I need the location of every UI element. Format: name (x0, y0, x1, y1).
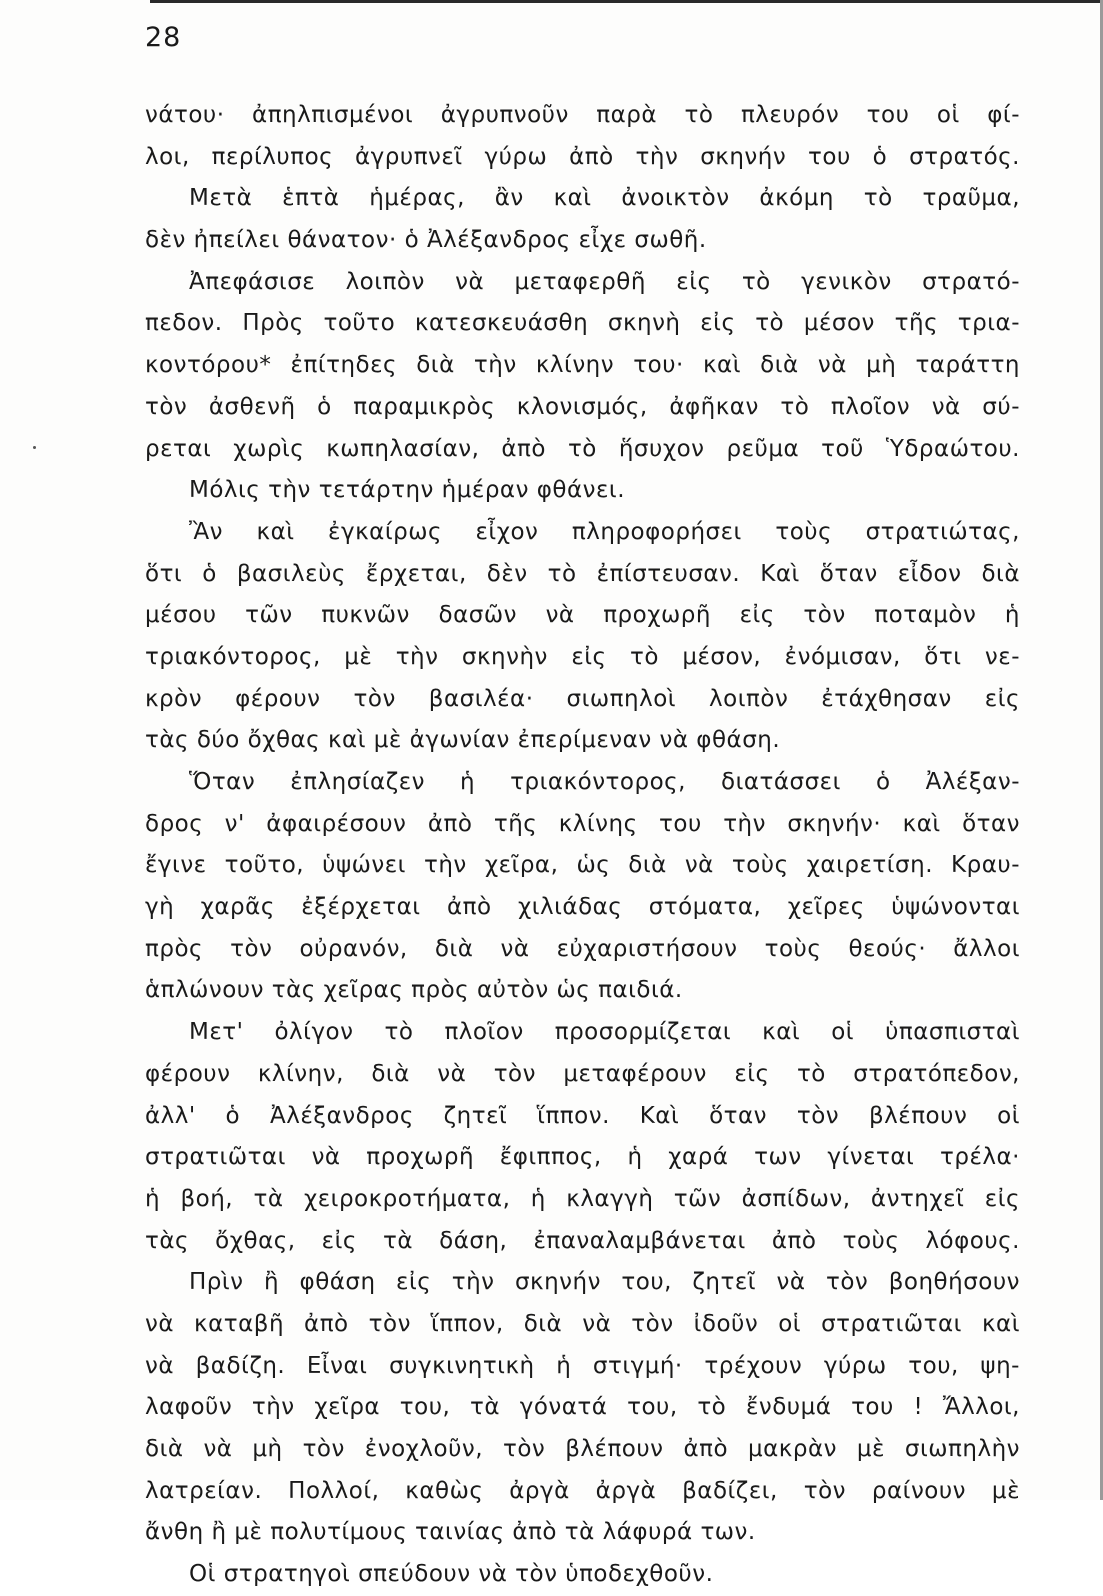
text-line: κρὸν φέρουν τὸν βασιλέα· σιωπηλοὶ λοιπὸν ἐτάχθησαν εἰς (145, 685, 1020, 712)
text-line: δρος ν' ἀφαιρέσουν ἀπὸ τῆς κλίνης του τὴν σκηνήν· καὶ ὅταν (145, 810, 1020, 837)
text-line: Μετ' ὀλίγον τὸ πλοῖον προσορμίζεται καὶ οἱ ὑπασπισταὶ (189, 1019, 1020, 1046)
text-line: λαφοῦν τὴν χεῖρα του, τὰ γόνατά του, τὸ ἔνδυμά του ! Ἄλλοι, (145, 1394, 1020, 1421)
text-line: γὴ χαρᾶς ἐξέρχεται ἀπὸ χιλιάδας στόματα, χεῖρες ὑψώνονται (145, 894, 1020, 921)
text-line: τὸν ἀσθενῆ ὁ παραμικρὸς κλονισμός, ἀφῆκαν τὸ πλοῖον νὰ σύ- (145, 393, 1020, 420)
margin-speck (33, 446, 36, 449)
text-line: λοι, περίλυπος ἀγρυπνεῖ γύρω ἀπὸ τὴν σκηνήν του ὁ στρατός. (145, 143, 1020, 170)
text-line: Μετὰ ἑπτὰ ἡμέρας, ἂν καὶ ἀνοικτὸν ἀκόμη τὸ τραῦμα, (189, 185, 1020, 212)
text-line: ἔγινε τοῦτο, ὑψώνει τὴν χεῖρα, ὡς διὰ νὰ τοὺς χαιρετίση. Κραυ- (145, 852, 1020, 879)
text-line: νάτου· ἀπηλπισμένοι ἀγρυπνοῦν παρὰ τὸ πλευρόν του οἱ φί- (145, 102, 1020, 128)
text-line: διὰ νὰ μὴ τὸν ἐνοχλοῦν, τὸν βλέπουν ἀπὸ μακρὰν μὲ σιωπηλὴν (145, 1436, 1020, 1462)
text-line: νὰ βαδίζη. Εἶναι συγκινητικὴ ἡ στιγμή· τρέχουν γύρω του, ψη- (145, 1352, 1020, 1379)
body-text (145, 95, 1020, 1596)
text-line: ἄνθη ἢ μὲ πολυτίμους ταινίας ἀπὸ τὰ λάφυρά των. (145, 1519, 756, 1546)
text-line: ὅτι ὁ βασιλεὺς ἔρχεται, δὲν τὸ ἐπίστευσαν. Καὶ ὅταν εἶδον διὰ (145, 560, 1020, 587)
text-line: λατρείαν. Πολλοί, καθὼς ἀργὰ ἀργὰ βαδίζει, τὸν ραίνουν μὲ (145, 1477, 1020, 1504)
page-top-edge (150, 0, 1103, 3)
text-line: φέρουν κλίνην, διὰ νὰ τὸν μεταφέρουν εἰς τὸ στρατόπεδον, (145, 1060, 1020, 1087)
text-line: τὰς δύο ὄχθας καὶ μὲ ἀγωνίαν ἐπερίμεναν νὰ φθάση. (145, 727, 781, 754)
text-line: ἁπλώνουν τὰς χεῖρας πρὸς αὐτὸν ὡς παιδιά. (145, 977, 683, 1004)
text-line: στρατιῶται νὰ προχωρῆ ἔφιππος, ἡ χαρά των γίνεται τρέλα· (145, 1144, 1020, 1171)
text-line: μέσου τῶν πυκνῶν δασῶν νὰ προχωρῆ εἰς τὸν ποταμὸν ἡ (145, 602, 1020, 629)
text-line: πρὸς τὸν οὐρανόν, διὰ νὰ εὐχαριστήσουν τοὺς θεούς· ἄλλοι (145, 935, 1020, 962)
text-line: δὲν ἠπείλει θάνατον· ὁ Ἀλέξανδρος εἶχε σωθῆ. (145, 227, 707, 254)
text-line: Οἱ στρατηγοὶ σπεύδουν νὰ τὸν ὑποδεχθοῦν. (189, 1561, 714, 1588)
text-line: Ἂν καὶ ἐγκαίρως εἶχον πληροφορήσει τοὺς στρατιώτας, (189, 518, 1020, 545)
text-line: Πρὶν ἢ φθάση εἰς τὴν σκηνήν του, ζητεῖ νὰ τὸν βοηθήσουν (189, 1269, 1020, 1296)
page-number: 28 (145, 22, 182, 53)
text-line: ἡ βοή, τὰ χειροκροτήματα, ἡ κλαγγὴ τῶν ἀσπίδων, ἀντηχεῖ εἰς (145, 1185, 1020, 1212)
text-line: τὰς ὄχθας, εἰς τὰ δάση, ἐπαναλαμβάνεται ἀπὸ τοὺς λόφους. (145, 1227, 1020, 1254)
text-line: Ἀπεφάσισε λοιπὸν νὰ μεταφερθῆ εἰς τὸ γενικὸν στρατό- (189, 268, 1020, 295)
text-line: Ὅταν ἐπλησίαζεν ἡ τριακόντορος, διατάσσει ὁ Ἀλέξαν- (189, 769, 1020, 795)
text-line: Μόλις τὴν τετάρτην ἡμέραν φθάνει. (189, 477, 626, 504)
text-line: ρεται χωρὶς κωπηλασίαν, ἀπὸ τὸ ἥσυχον ρεῦμα τοῦ Ὑδραώτου. (145, 435, 1020, 462)
text-line: νὰ καταβῆ ἀπὸ τὸν ἵππον, διὰ νὰ τὸν ἰδοῦν οἱ στρατιῶται καὶ (145, 1310, 1020, 1337)
text-line: τριακόντορος, μὲ τὴν σκηνὴν εἰς τὸ μέσον, ἐνόμισαν, ὅτι νε- (145, 643, 1020, 670)
text-line: κοντόρου* ἐπίτηδες διὰ τὴν κλίνην του· καὶ διὰ νὰ μὴ ταράττη (145, 352, 1020, 379)
text-line: πεδον. Πρὸς τοῦτο κατεσκευάσθη σκηνὴ εἰς τὸ μέσον τῆς τρια- (145, 310, 1020, 337)
text-line: ἀλλ' ὁ Ἀλέξανδρος ζητεῖ ἵππον. Καὶ ὅταν τὸν βλέπουν οἱ (145, 1102, 1020, 1129)
